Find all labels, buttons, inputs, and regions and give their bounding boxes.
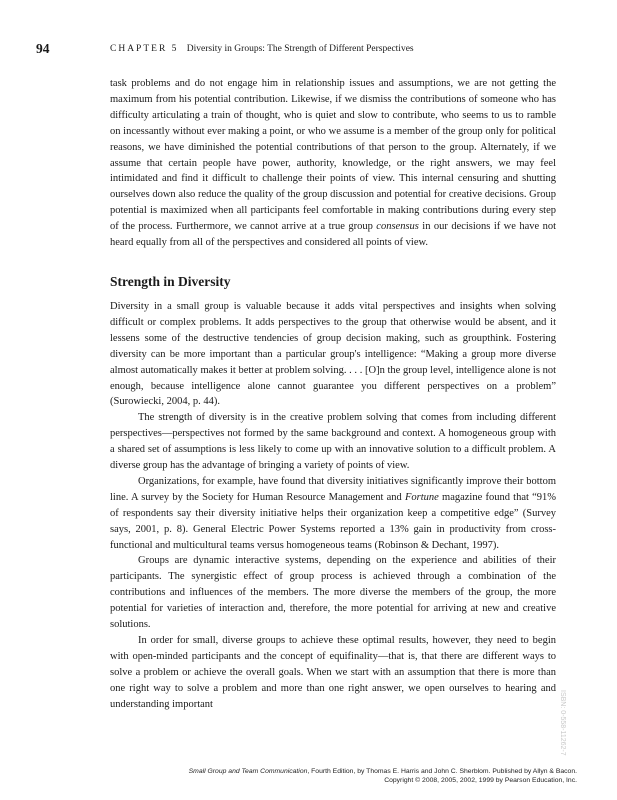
paragraph-1 <box>110 76 556 251</box>
chapter-title: Diversity in Groups: The Strength of Different Perspectives <box>186 44 414 54</box>
footer-book-title: Small Group and Team Communication <box>188 768 308 775</box>
paragraph-2: Diversity in a small group is valuable because it adds vital perspectives and insights when solving difficult or complex problems. It adds perspectives to the group that otherwise would be absent, and it lessens some of the destructive tendencies of group decision making, such as groupthink. Fostering diversity can be more important than a particular group's intelligence: “Making a group more diverse almost automatically makes it better at problem solving. . . . [O]n the group level, intelligence alone is not enough, because intelligence alone cannot guarantee you different perspectives on a problem” (Surowiecki, 2004, p. 44). <box>110 300 556 408</box>
paragraph-1-text-a: task problems and do not engage him in relationship issues and assumptions, we are not getting the maximum from his potential contribution. Likewise, if we dismiss the contributions of someone who has difficulty articulating a train of thought, who is quiet and slow to contribute, who seems to us to ramble on incessantly without ever making a point, or who we assume is a member of the group only for political reasons, we have diminished the potential contributions of that person to the group. Alternately, if we assume that certain people have power, authority, knowledge, or the right answers, we may feel intimidated and find it difficult to challenge their points of view. This internal censuring and shutting ourselves down also reduce the quality of the group discussion and potential for creative decisions. Group potential is maximized when all participants feel comfortable in making contributions during every step of the process. Furthermore, we cannot arrive at a true group <box>110 78 556 233</box>
footer-line-1 <box>189 767 577 776</box>
running-head <box>110 44 414 54</box>
page-number: 94 <box>36 41 50 56</box>
isbn-watermark: ISBN: 0-558-11262-7 <box>559 690 566 756</box>
emphasis-fortune: Fortune <box>405 491 439 503</box>
copyright-footer <box>189 767 577 785</box>
paragraph-5: Groups are dynamic interactive systems, depending on the experience and abilities of their participants. The synergistic effect of group process is achieved through a combination of the contributions and influences of the members. The more diverse the members of the group, the more potential for varieties of interaction and, therefore, the more potential for arriving at new and creative solutions. <box>110 555 556 631</box>
paragraph-1-text-b: in our decisions if we have not heard equally from all of the perspectives and considered all points of view. <box>110 221 557 249</box>
paragraph-4 <box>110 474 556 554</box>
paragraph-4-text-a: Organizations, for example, have found that diversity initiatives significantly improve their bottom line. A survey by the Society for Human Resource Management and <box>110 475 556 503</box>
body-text <box>110 76 556 713</box>
paragraph-4-text-b: magazine found that “91% of respondents say their diversity initiative helps their organization keep a competitive edge” (Survey says, 2001, p. 8). General Electric Power Systems reported a 13% gain in productivity from cross-functional and multicultural teams versus homogeneous teams (Robinson & Dechant, 1997). <box>110 491 556 551</box>
footer-line-2: Copyright © 2008, 2005, 2002, 1999 by Pearson Education, Inc. <box>384 777 577 784</box>
paragraph-6: In order for small, diverse groups to achieve these optimal results, however, they need to begin with open-minded participants and the concept of equifinality—that is, that there are different ways to solve a problem or achieve the overall goals. When we start with an assumption that there is more than one right way to solve a problem and more than one right answer, we open ourselves to hearing and understanding important <box>110 635 556 710</box>
emphasis-consensus: consensus <box>376 221 419 233</box>
paragraph-3: The strength of diversity is in the creative problem solving that comes from including different perspectives—perspectives not formed by the same background and context. A homogeneous group with a shared set of assumptions is less likely to come up with an innovative solution to a difficult problem. A diverse group has the advantage of bringing a variety of points of view. <box>110 412 556 472</box>
footer-publication-info: , Fourth Edition, by Thomas E. Harris and John C. Sherblom. Published by Allyn & Bacon. <box>307 768 577 775</box>
section-heading: Strength in Diversity <box>110 273 231 289</box>
chapter-label: CHAPTER 5 <box>110 44 179 54</box>
